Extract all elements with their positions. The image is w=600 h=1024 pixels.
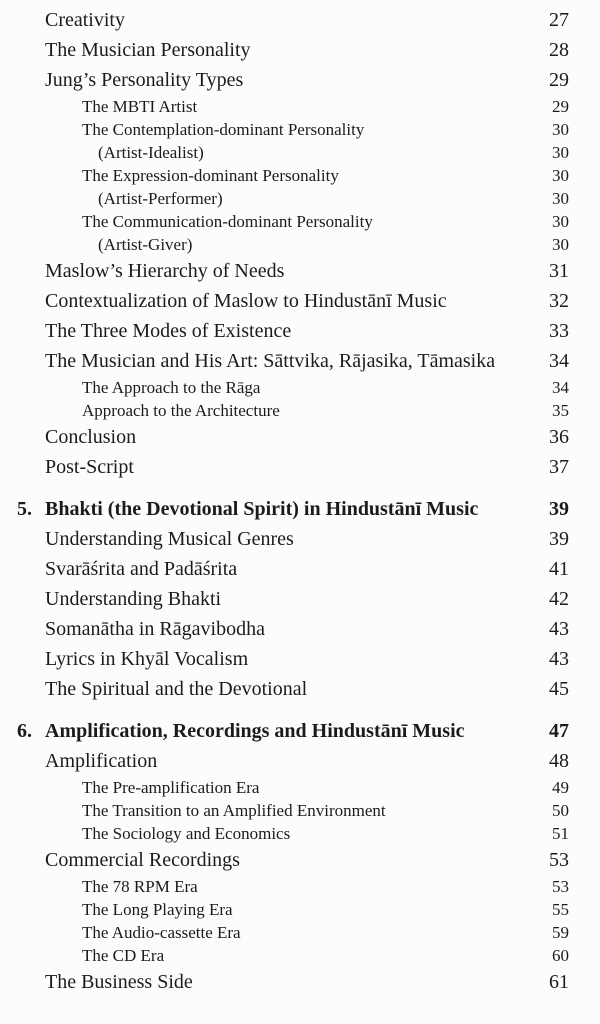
toc-entry — [0, 233, 600, 256]
toc-entry-page: 39 — [549, 528, 569, 550]
toc-entry-title: The Musician and His Art: Sāttvika, Rājasika, Tāmasika — [45, 350, 496, 372]
toc-entry-title: Somanātha in Rāgavibodha — [45, 618, 265, 640]
toc-entry-title: (Artist-Performer) — [98, 189, 223, 208]
toc-entry-page: 30 — [552, 235, 569, 254]
toc-entry — [0, 118, 600, 141]
toc-entry-page: 53 — [552, 877, 569, 896]
toc-entry — [0, 875, 600, 898]
toc-entry — [0, 944, 600, 967]
toc-entry-page: 32 — [549, 290, 569, 312]
toc-entry-page: 30 — [552, 166, 569, 185]
toc-entry — [0, 141, 600, 164]
toc-entry-page: 47 — [549, 720, 569, 742]
toc-entry-title: The CD Era — [82, 946, 165, 965]
toc-entry — [0, 776, 600, 799]
toc-entry-page: 34 — [549, 350, 569, 372]
toc-entry-page: 29 — [549, 69, 569, 91]
toc-entry-title: The Audio-cassette Era — [82, 923, 241, 942]
toc-entry-title: Commercial Recordings — [45, 849, 240, 871]
toc-entry-page: 36 — [549, 426, 569, 448]
toc-entry-title: Jung’s Personality Types — [45, 69, 244, 91]
toc-entry-page: 51 — [552, 824, 569, 843]
toc-entry-title: Lyrics in Khyāl Vocalism — [45, 648, 249, 670]
toc-entry-page: 39 — [549, 498, 569, 520]
toc-entry — [0, 554, 600, 584]
toc-entry — [0, 35, 600, 65]
toc-entry-page: 30 — [552, 120, 569, 139]
toc-entry — [0, 399, 600, 422]
toc-entry-page: 43 — [549, 618, 569, 640]
toc-entry-page: 61 — [549, 971, 569, 993]
toc-entry-title: Bhakti (the Devotional Spirit) in Hindustānī Music — [45, 498, 479, 520]
toc-entry-page: 49 — [552, 778, 569, 797]
toc-entry-page: 29 — [552, 97, 569, 116]
toc-entry — [0, 898, 600, 921]
toc-entry-title: Understanding Musical Genres — [45, 528, 294, 550]
toc-entry-title: Svarāśrita and Padāśrita — [45, 558, 238, 580]
toc-entry-title: Approach to the Architecture — [82, 401, 280, 420]
toc-entry-title: The Communication-dominant Personality — [82, 212, 373, 231]
toc-entry-title: Contextualization of Maslow to Hindustānī Music — [45, 290, 447, 312]
toc-entry — [0, 746, 600, 776]
toc-entry-title: Amplification, Recordings and Hindustānī Music — [45, 720, 465, 742]
toc-entry — [0, 316, 600, 346]
toc-entry-title: (Artist-Giver) — [98, 235, 193, 254]
toc-entry — [0, 845, 600, 875]
toc-entry-title: The 78 RPM Era — [82, 877, 198, 896]
toc-entry-title: The Spiritual and the Devotional — [45, 678, 308, 700]
chapter-number: 5. — [17, 498, 32, 520]
toc-chapter-entry — [0, 716, 600, 746]
toc-list — [0, 5, 600, 997]
toc-entry — [0, 95, 600, 118]
toc-entry-page: 31 — [549, 260, 569, 282]
toc-entry-title: The Approach to the Rāga — [82, 378, 261, 397]
toc-chapter-entry — [0, 494, 600, 524]
toc-entry-page: 48 — [549, 750, 569, 772]
toc-entry-title: The Expression-dominant Personality — [82, 166, 339, 185]
toc-entry-page: 30 — [552, 189, 569, 208]
toc-entry — [0, 584, 600, 614]
toc-entry-title: Maslow’s Hierarchy of Needs — [45, 260, 285, 282]
toc-entry — [0, 187, 600, 210]
toc-entry — [0, 921, 600, 944]
toc-entry-page: 35 — [552, 401, 569, 420]
toc-entry — [0, 644, 600, 674]
toc-entry — [0, 256, 600, 286]
chapter-number: 6. — [17, 720, 32, 742]
toc-entry — [0, 967, 600, 997]
toc-entry-page: 28 — [549, 39, 569, 61]
toc-entry — [0, 210, 600, 233]
toc-entry — [0, 164, 600, 187]
toc-entry — [0, 799, 600, 822]
toc-entry-page: 59 — [552, 923, 569, 942]
toc-entry-title: The MBTI Artist — [82, 97, 198, 116]
toc-entry-page: 37 — [549, 456, 569, 478]
toc-entry-title: The Pre-amplification Era — [82, 778, 260, 797]
toc-entry — [0, 822, 600, 845]
toc-entry-title: The Long Playing Era — [82, 900, 233, 919]
toc-entry — [0, 5, 600, 35]
toc-entry-page: 53 — [549, 849, 569, 871]
toc-entry-title: The Three Modes of Existence — [45, 320, 292, 342]
toc-entry-page: 43 — [549, 648, 569, 670]
toc-entry-page: 30 — [552, 143, 569, 162]
toc-entry-title: Creativity — [45, 9, 125, 31]
toc-entry-title: (Artist-Idealist) — [98, 143, 204, 162]
toc-entry-title: Understanding Bhakti — [45, 588, 222, 610]
toc-entry-title: Conclusion — [45, 426, 137, 448]
toc-entry-page: 60 — [552, 946, 569, 965]
toc-entry-page: 42 — [549, 588, 569, 610]
toc-entry — [0, 65, 600, 95]
toc-entry-title: The Business Side — [45, 971, 193, 993]
toc-entry — [0, 524, 600, 554]
toc-entry-title: Post-Script — [45, 456, 134, 478]
toc-entry-page: 55 — [552, 900, 569, 919]
toc-entry-page: 27 — [549, 9, 569, 31]
toc-entry-title: The Contemplation-dominant Personality — [82, 120, 365, 139]
toc-entry-page: 45 — [549, 678, 569, 700]
toc-entry-page: 30 — [552, 212, 569, 231]
toc-entry-title: The Musician Personality — [45, 39, 251, 61]
toc-entry-page: 34 — [552, 378, 569, 397]
toc-entry — [0, 376, 600, 399]
toc-entry-page: 33 — [549, 320, 569, 342]
toc-entry — [0, 346, 600, 376]
toc-entry — [0, 614, 600, 644]
toc-entry-title: The Sociology and Economics — [82, 824, 291, 843]
toc-entry-page: 50 — [552, 801, 569, 820]
toc-entry-title: Amplification — [45, 750, 158, 772]
toc-entry — [0, 286, 600, 316]
toc-entry-title: The Transition to an Amplified Environment — [82, 801, 386, 820]
toc-entry-page: 41 — [549, 558, 569, 580]
toc-entry — [0, 422, 600, 452]
toc-entry — [0, 452, 600, 482]
toc-entry — [0, 674, 600, 704]
